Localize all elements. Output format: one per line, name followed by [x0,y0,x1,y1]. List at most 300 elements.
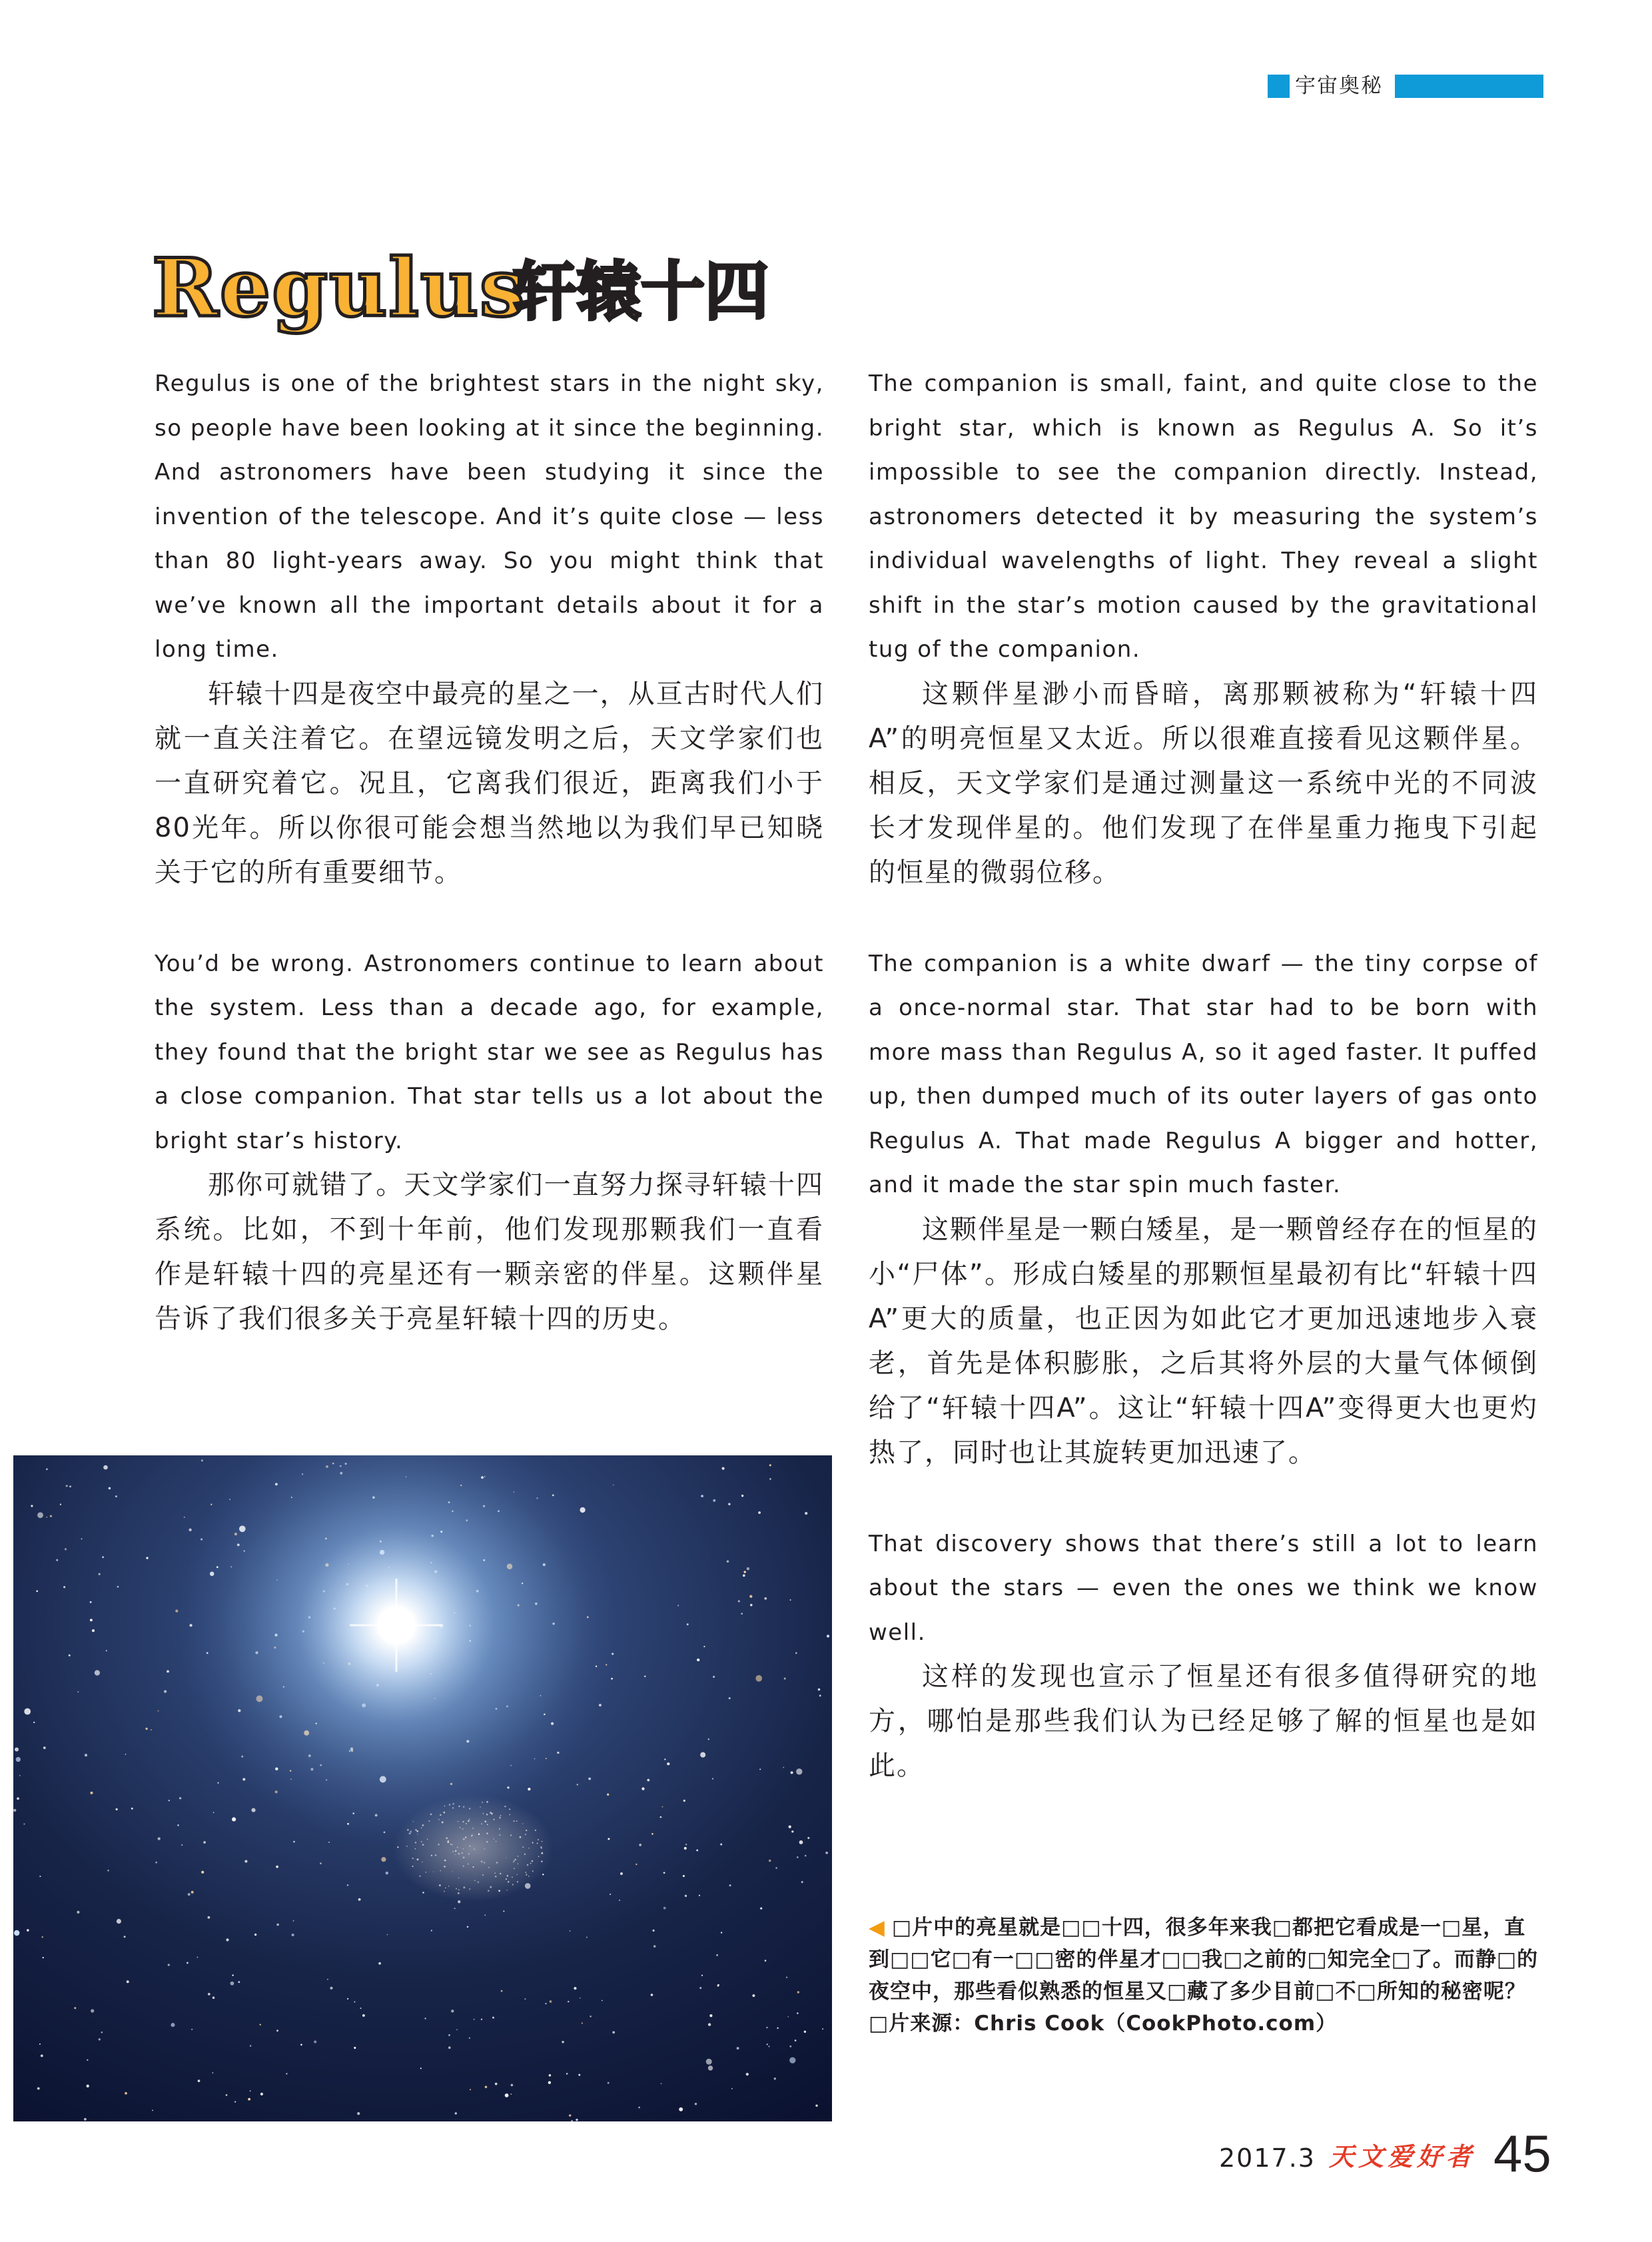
star [84,2118,87,2121]
star [819,1694,821,1696]
star [701,1975,703,1976]
star [347,1998,348,2000]
star [14,1930,19,1936]
star [31,1505,33,1507]
star [456,2029,458,2030]
star [244,1860,247,1862]
star [358,1898,361,1901]
star [769,2046,770,2047]
star [795,1652,797,1654]
star [510,2093,512,2095]
page-title-english: Regulus [152,241,526,335]
star [727,1561,729,1563]
caption-text: □片中的亮星就是□□十四，很多年来我□都把它看成是一□星，直到□□它□有一□□密的伴星才□□我□之前的□知完全□了。而静□的夜空中，那些看似熟悉的恒星又□藏了多少目前□不□所知的秘密呢？□片来源：Chris Cook（CookPhoto.com） [869,1916,1539,2036]
star [197,1957,198,1958]
star [41,1936,43,1938]
star [801,1881,803,1883]
star [357,2112,360,2115]
star [177,1824,179,1826]
star [613,1485,614,1486]
star [188,1893,191,1896]
paragraph-zh: 那你可就错了。天文学家们一直努力探寻轩辕十四系统。比如，不到十年前，他们发现那颗我们一直看作是轩辕十四的亮星还有一颗亲密的伴星。这颗伴星告诉了我们很多关于亮星轩辕十四的历史。 [155,1170,824,1334]
star [638,2107,640,2109]
star [260,2093,263,2095]
star [201,1459,203,1461]
star [791,1771,793,1774]
star [815,2105,817,2107]
star [234,2101,236,2103]
star [696,1849,698,1851]
star [635,1864,637,1865]
star [799,1840,803,1844]
star [179,1797,181,1799]
star [783,1767,784,1768]
star [276,2030,278,2032]
star [664,1758,665,1760]
left-column [155,362,824,1341]
star [807,1837,809,1839]
star [69,1485,71,1487]
star [381,1857,386,1862]
star [191,1891,194,1894]
star [574,1987,576,1990]
star [191,2029,193,2030]
star [102,1556,104,1558]
star [260,2024,261,2025]
star [198,2079,201,2082]
star [66,1485,68,1487]
star [743,1575,745,1577]
star [17,1797,19,1800]
star [164,1690,167,1692]
star [708,2023,711,2026]
star [41,2054,43,2057]
star [85,1754,87,1756]
star [683,1875,685,1877]
star [641,1787,644,1790]
star [125,1754,127,1755]
star [651,1833,653,1835]
caption-arrow-icon: ◀ [869,1916,885,1940]
star [503,1910,504,1912]
star [722,1467,725,1470]
star [146,1557,148,1559]
star [99,2038,101,2040]
star [155,1862,157,1864]
paragraph-zh: 轩辕十四是夜空中最亮的星之一，从亘古时代人们就一直关注着它。在望远镜发明之后，天文学家们也一直研究着它。况且，它离我们很近，距离我们小于80光年。所以你很可能会想当然地以为我们早已知晓关于它的所有重要细节。 [155,678,824,888]
star [769,1464,771,1466]
star [23,1823,25,1824]
star [116,1808,118,1810]
star [548,2081,551,2084]
star [213,1812,214,1813]
paragraph-en: The companion is a white dwarf — the tiny corpse of a once-normal star. That star had to be born with more mass than Regulus A, so it aged faster. It puffed up, then dumped much of its outer layers of gas onto Regulus A. That made Regulus A bigger and hotter, and it made the star spin much faster. [869,950,1538,1198]
star [639,1844,641,1846]
star [37,1512,43,1518]
star [276,1924,279,1926]
star [569,2114,571,2116]
star [804,2031,806,2033]
star [474,2019,475,2020]
star [713,1676,715,1678]
star [69,1655,71,1657]
star [495,2083,498,2085]
star [81,1538,82,1539]
star [700,1752,705,1758]
star [741,1613,743,1615]
star [578,2074,580,2076]
star [511,2084,514,2087]
star [127,1980,129,1983]
star-field-image [13,1455,832,2121]
star [431,1930,432,1931]
star [590,2016,592,2018]
star [13,1809,16,1812]
star [330,1987,332,1990]
star [212,1997,215,2000]
star [201,1871,204,1874]
star [158,1710,159,1712]
star [697,1659,699,1661]
star [254,1934,256,1936]
star [103,1465,108,1470]
star [752,1994,755,1997]
star [208,1916,210,1919]
star [683,1800,685,1802]
star [485,2086,488,2089]
star [789,1826,791,1828]
star [124,1936,126,1938]
star [36,1591,38,1593]
star [106,1650,107,1651]
star [99,1573,101,1575]
star [524,1998,526,2000]
regulus-photo [13,1455,832,2121]
star [63,1586,65,1588]
paragraph-zh: 这样的发现也宣示了恒星还有很多值得研究的地方，哪怕是那些我们认为已经足够了解的恒星也是如此。 [869,1661,1538,1781]
star [292,1934,294,1936]
star [708,1738,710,1740]
star [729,1697,731,1699]
star [91,2009,94,2012]
star [145,1728,147,1730]
star [545,2003,546,2004]
star [717,1984,719,1986]
star [39,2044,41,2045]
star [662,1806,663,1808]
star [208,1993,210,1996]
star [685,1844,687,1845]
star [492,2017,494,2019]
star [651,1994,653,1996]
star [699,1895,700,1896]
star [712,1778,713,1780]
star [65,1548,67,1550]
star [568,2001,569,2002]
right-column [869,362,1538,1788]
star [789,2046,791,2048]
star [677,1605,679,1606]
star [27,1929,29,1932]
star [741,1495,743,1497]
star [620,1872,623,1875]
star [56,1559,58,1561]
star [378,1962,381,1965]
star [825,1852,828,1854]
star [46,1517,47,1518]
star [151,1729,152,1730]
star [90,1601,92,1603]
star [109,1487,111,1490]
star [684,1847,687,1850]
star [152,2109,153,2111]
section-label: 宇宙奥秘 [1295,74,1383,98]
star [171,2023,175,2027]
star [797,1991,799,1993]
star [787,2016,789,2018]
star [760,1907,762,1909]
star [131,1808,133,1810]
star [775,1867,777,1869]
star [16,1757,21,1762]
star [611,1678,613,1680]
star [37,2087,40,2090]
star [387,1934,388,1936]
star [749,1595,752,1598]
star [746,2073,749,2075]
star [784,1678,786,1680]
star [738,1601,740,1603]
star [168,1964,170,1966]
star [87,2059,88,2061]
star [796,1768,802,1774]
star [101,2032,103,2034]
star [550,2000,552,2003]
star [189,1529,191,1531]
issue-date: 2017.3 [1219,2143,1316,2173]
star [791,1830,793,1832]
star [217,1782,218,1783]
star [117,1919,121,1924]
star [448,2034,450,2036]
star [60,1504,61,1505]
star [818,1688,821,1691]
star [586,1936,588,1938]
star [755,1675,762,1682]
star [481,2019,482,2020]
star [608,2082,610,2084]
star [607,1794,609,1796]
star [758,1511,761,1514]
star [805,1855,807,1857]
star [77,1691,79,1692]
star [115,1495,117,1497]
star [314,2040,316,2043]
star [744,1571,746,1573]
star [46,1468,48,1470]
star [92,1629,95,1632]
star [582,2022,583,2024]
star [248,2098,250,2101]
star [328,1842,330,1843]
star [74,2007,76,2009]
star [728,1503,731,1505]
star [827,1635,829,1637]
star [822,2028,823,2030]
star [790,1599,791,1601]
star [687,1623,689,1625]
star [663,1907,666,1910]
star [90,1792,93,1794]
star [276,1866,278,1868]
star [24,1708,31,1715]
star [663,1872,665,1874]
star [549,2074,552,2077]
star [580,1998,581,1999]
star [652,1930,654,1932]
star [467,1926,469,1928]
page-title-chinese: 轩辕十四 [513,254,769,329]
star [125,2092,127,2095]
star [660,1816,662,1818]
star [33,1722,35,1723]
star [424,2018,426,2019]
star [729,1884,731,1886]
star [661,2083,662,2085]
star [562,2041,564,2043]
star [327,1979,328,1980]
star [685,1895,687,1897]
star [576,2119,578,2121]
paragraph-en: You’d be wrong. Astronomers continue to learn about the system. Less than a decade ago, for example, they found that the bright star we see as Regulus has a close companion. That star tells us a lot about the bright star’s history. [155,950,824,1154]
star [721,1932,722,1933]
page-number: 45 [1493,2124,1551,2183]
photo-caption [869,1912,1541,2040]
star [566,2073,568,2075]
paragraph-zh: 这颗伴星渺小而昏暗，离那颗被称为“轩辕十四A”的明亮恒星又太近。所以很难直接看见这颗伴星。相反，天文学家们是通过测量这一系统中光的不同波长才发现伴星的。他们发现了在伴星重力拖曳下引起的恒星的微弱位移。 [869,678,1538,888]
star [570,1930,571,1932]
star [602,2000,603,2002]
star [293,1920,294,1922]
star [777,2027,779,2029]
star [448,2046,451,2049]
star [451,2010,454,2012]
star [210,1503,212,1505]
star [789,2057,795,2063]
star [169,1800,170,1801]
star [360,2008,361,2009]
star [706,2059,712,2065]
regulus-star [378,1607,415,1644]
star [767,2044,769,2046]
star [644,1676,645,1677]
star [43,1957,44,1958]
star [769,1860,771,1862]
star [187,1962,189,1964]
star [226,2094,228,2096]
star [39,1876,41,1877]
paragraph-en: Regulus is one of the brightest stars in the night sky, so people have been looking at it since the beginning. And astronomers have been studying it since the invention of the telescope. And it’s quite close — less than 80 light-years away. So you might think that we’ve known all the important details about it for a long time. [155,370,824,663]
star [232,1817,236,1821]
star [50,1515,52,1517]
star [647,1779,649,1782]
star [212,2072,213,2073]
star [87,2085,89,2087]
star [667,1762,669,1765]
star [15,1747,19,1751]
star [709,2014,712,2017]
star [158,1837,161,1840]
star [286,2073,287,2074]
star [167,1671,169,1673]
star [484,1914,486,1916]
star [765,1960,767,1962]
star [90,1619,93,1621]
star [766,2027,768,2029]
star [232,1974,233,1976]
star [708,2065,713,2070]
star [805,1512,807,1515]
star [469,2038,470,2039]
star [703,1646,705,1647]
star [226,1938,228,1941]
star [612,2031,615,2034]
star [362,2014,365,2017]
star [731,2088,733,2089]
star [354,2002,355,2003]
star [77,1911,79,1914]
star [750,1604,752,1606]
star [713,1499,715,1502]
star [354,2047,356,2049]
star [795,2040,797,2042]
star [117,1586,119,1588]
star [737,2047,739,2050]
star [238,1981,240,1983]
section-marker [1268,75,1290,98]
star [774,2077,776,2079]
magazine-name: 天文爱好者 [1329,2141,1476,2171]
star [699,1987,701,1989]
star [619,1900,620,1901]
star [797,2012,798,2014]
star [759,1768,761,1770]
paragraph-en: That discovery shows that there’s still a lot to learn about the stars — even the ones we think we know well. [869,1530,1538,1646]
star [293,1841,295,1843]
star [695,2103,697,2105]
star [455,2112,457,2114]
star [181,1844,183,1846]
star [505,2093,509,2097]
star [716,1954,718,1956]
paragraph-zh: 这颗伴星是一颗白矮星，是一颗曾经存在的恒星的小“尸体”。形成白矮星的那颗恒星最初有比“轩辕十四A”更大的质量，也正因为如此它才更加迅速地步入衰老，首先是体积膨胀，之后其将外层的大量气体倾倒给了“轩辕十四A”。这让“轩辕十四A”变得更大也更灼热了，同时也让其旋转更加迅速了。 [869,1214,1538,1468]
star [769,1478,771,1480]
star [184,1517,185,1518]
star [470,2089,471,2090]
star [679,2107,683,2111]
star [250,2045,252,2047]
star [653,1945,655,1947]
star [203,1841,206,1844]
star [19,1775,21,1776]
star [797,1856,799,1858]
star [95,1670,100,1675]
star [347,1884,349,1886]
star [701,1495,703,1497]
star [786,1977,787,1978]
star [747,1567,749,1570]
star [300,2044,302,2046]
